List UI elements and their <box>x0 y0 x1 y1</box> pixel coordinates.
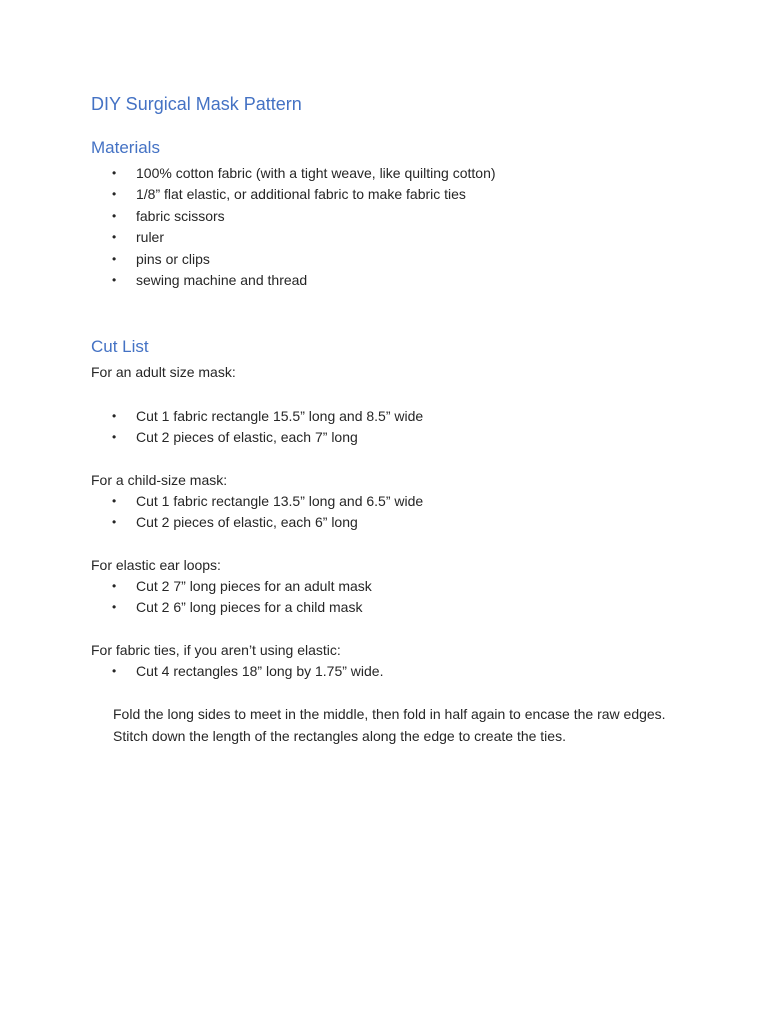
materials-list <box>112 163 496 291</box>
materials-heading: Materials <box>91 138 160 157</box>
list-item-text: sewing machine and thread <box>136 271 308 288</box>
cut-list-heading: Cut List <box>91 337 149 356</box>
list-item <box>112 597 372 618</box>
list-item <box>112 406 423 427</box>
bullet-icon: • <box>112 208 117 223</box>
bullet-icon: • <box>112 166 117 180</box>
adult-size-intro: For an adult size mask: <box>91 364 236 380</box>
list-item <box>112 227 496 248</box>
list-item <box>112 576 372 597</box>
list-item-text: Cut 1 fabric rectangle 15.5” long and 8.5” wide <box>136 408 424 424</box>
fabric-ties-intro: For fabric ties, if you aren’t using elastic: <box>91 642 341 658</box>
bullet-icon: • <box>112 664 117 678</box>
list-item-text: pins or clips <box>136 250 210 267</box>
list-item-text: Cut 2 pieces of elastic, each 6” long <box>136 514 358 531</box>
list-item-text: Cut 2 6” long pieces for a child mask <box>136 599 363 616</box>
bullet-icon: • <box>112 579 117 593</box>
fabric-ties-cut-list <box>112 661 383 682</box>
bullet-icon: • <box>112 430 117 445</box>
list-item-text: Cut 2 7” long pieces for an adult mask <box>136 578 372 594</box>
bullet-icon: • <box>112 494 117 508</box>
bullet-icon: • <box>112 515 117 530</box>
bullet-icon: • <box>112 187 117 202</box>
ear-loops-cut-list <box>112 576 372 619</box>
list-item-text: ruler <box>136 229 165 246</box>
list-item-text: Cut 1 fabric rectangle 13.5” long and 6.5” wide <box>136 493 424 509</box>
list-item <box>112 206 496 227</box>
list-item-text: fabric scissors <box>136 207 225 224</box>
list-item-text: Cut 4 rectangles 18” long by 1.75” wide. <box>136 663 384 679</box>
list-item <box>112 661 383 682</box>
list-item-text: 1/8” flat elastic, or additional fabric to make fabric ties <box>136 186 466 203</box>
fabric-ties-instructions: Fold the long sides to meet in the middle, then fold in half again to encase the raw edges. Stitch down the length of the rectangles along the edge to create the ties. <box>113 706 666 744</box>
bullet-icon: • <box>112 409 117 423</box>
list-item <box>112 184 496 205</box>
list-item <box>112 491 423 512</box>
child-cut-list <box>112 491 423 534</box>
child-size-intro: For a child-size mask: <box>91 472 228 488</box>
bullet-icon: • <box>112 272 117 287</box>
list-item <box>112 512 423 533</box>
ear-loops-intro: For elastic ear loops: <box>91 557 221 573</box>
list-item <box>112 163 496 184</box>
list-item <box>112 427 423 448</box>
list-item-text: Cut 2 pieces of elastic, each 7” long <box>136 429 358 446</box>
bullet-icon: • <box>112 251 117 266</box>
bullet-icon: • <box>112 230 117 245</box>
document-title: DIY Surgical Mask Pattern <box>91 94 302 114</box>
list-item <box>112 249 496 270</box>
adult-cut-list <box>112 406 423 449</box>
list-item <box>112 270 496 291</box>
bullet-icon: • <box>112 600 117 615</box>
list-item-text: 100% cotton fabric (with a tight weave, like quilting cotton) <box>136 165 496 181</box>
